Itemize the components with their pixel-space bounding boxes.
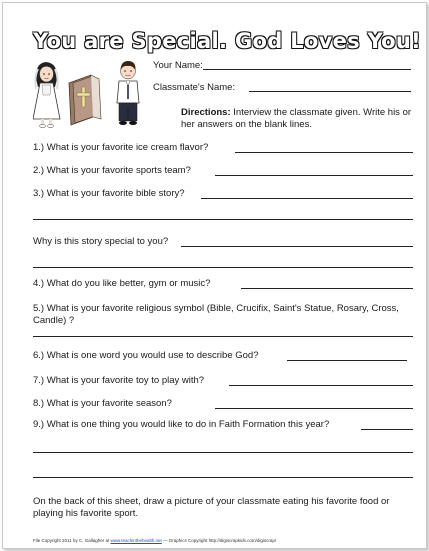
- header-god-loves-you: God Loves You!: [235, 29, 421, 53]
- copyright-link-1[interactable]: www.teachinthehealth.net: [110, 538, 162, 543]
- question-1: 1.) What is your favorite ice cream flavor?: [33, 142, 209, 153]
- answer-line-1[interactable]: [235, 152, 413, 153]
- footer-instruction: On the back of this sheet, draw a picture of your classmate eating his favorite food or playing his favorite sport.: [33, 496, 390, 519]
- children-with-bible-clipart: [33, 59, 149, 129]
- copyright-prefix: File Copyright 2011 by C. Gallagher at: [33, 538, 110, 543]
- answer-line-8[interactable]: [215, 408, 413, 409]
- question-5: 5.) What is your favorite religious symbol (Bible, Crucifix, Saint's Statue, Rosary, Cross, Candle) ?: [33, 303, 399, 326]
- answer-line-9c[interactable]: [33, 477, 413, 478]
- answer-line-4[interactable]: [241, 288, 413, 289]
- girl-figure-icon: [33, 62, 60, 128]
- question-9: 9.) What is one thing you would like to do in Faith Formation this year?: [33, 419, 330, 430]
- answer-line-9[interactable]: [361, 429, 413, 430]
- boy-figure-icon: [117, 61, 139, 125]
- worksheet-page: [2, 2, 427, 549]
- question-2: 2.) What is your favorite sports team?: [33, 165, 191, 176]
- answer-line-2[interactable]: [215, 175, 413, 176]
- question-why: Why is this story special to you?: [33, 236, 169, 247]
- answer-line-3[interactable]: [201, 198, 413, 199]
- answer-line-6[interactable]: [287, 360, 407, 361]
- directions-text: Interview the classmate given. Write his or her answers on the blank lines.: [181, 107, 412, 130]
- answer-line-why[interactable]: [181, 246, 413, 247]
- answer-line-7[interactable]: [229, 385, 413, 386]
- answer-line-why-b[interactable]: [33, 267, 413, 268]
- question-8: 8.) What is your favorite season?: [33, 398, 172, 409]
- classmate-name-label: Classmate's Name:: [153, 82, 236, 93]
- question-6: 6.) What is one word you would use to describe God?: [33, 350, 259, 361]
- question-7: 7.) What is your favorite toy to play with?: [33, 375, 205, 386]
- bible-book-icon: [69, 75, 101, 125]
- header-you-are-special: You are Special.: [33, 29, 228, 53]
- copyright-line: [33, 538, 276, 543]
- copyright-mid: — Graphics Copyright http://digiscrapkids.com/digiscrap/: [163, 538, 277, 543]
- question-3: 3.) What is your favorite bible story?: [33, 188, 185, 199]
- directions-label: Directions:: [181, 107, 231, 118]
- your-name-label: Your Name:: [153, 60, 203, 71]
- directions: [181, 107, 413, 131]
- question-4: 4.) What do you like better, gym or music?: [33, 278, 211, 289]
- answer-line-3b[interactable]: [33, 219, 413, 220]
- answer-line-5[interactable]: [33, 336, 413, 337]
- classmate-name-line[interactable]: [249, 91, 411, 92]
- your-name-line[interactable]: [203, 69, 411, 70]
- answer-line-9b[interactable]: [33, 452, 413, 453]
